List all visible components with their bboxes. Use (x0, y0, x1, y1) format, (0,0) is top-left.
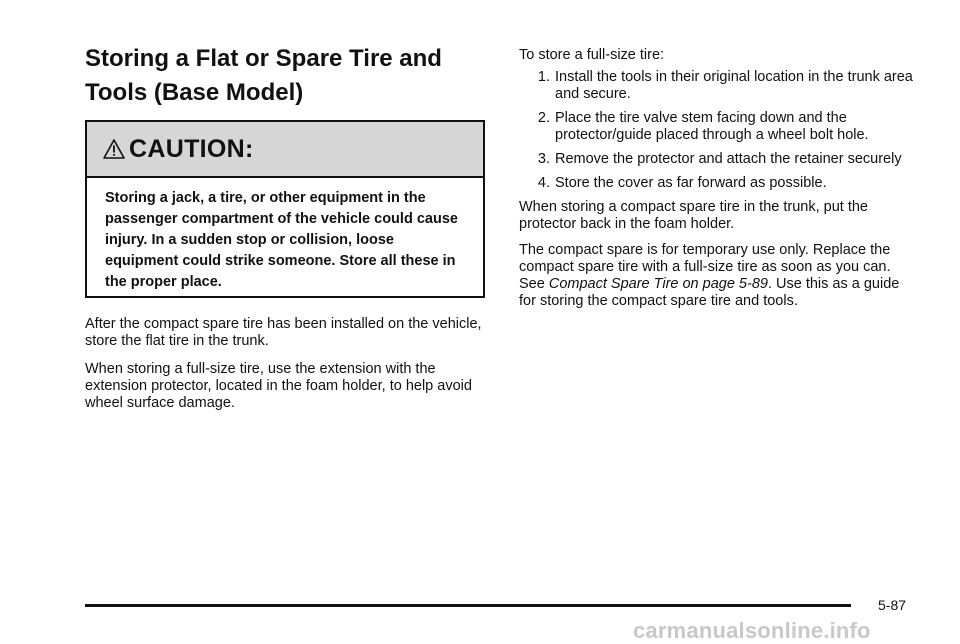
left-column (85, 316, 485, 423)
paragraph (519, 242, 919, 310)
cross-reference-link[interactable]: Compact Spare Tire on page 5-89 (548, 276, 768, 292)
step-text: Store the cover as far forward as possible. (555, 175, 827, 191)
paragraph: After the compact spare tire has been installed on the vehicle, store the flat tire in the trunk. (85, 316, 482, 349)
steps-intro: To store a full-size tire: (519, 47, 665, 63)
step-number: 3. (537, 151, 550, 167)
step-number: 1. (537, 69, 550, 85)
caution-text: Storing a jack, a tire, or other equipment in the passenger compartment of the vehicle could cause injury. In a sudden stop or collision, loose equipment could strike someone. Store all these in the proper place. (105, 190, 458, 290)
list-item (519, 69, 919, 103)
paragraph: When storing a full-size tire, use the extension with the extension protector, located in the foam holder, to help avoid wheel surface damage. (85, 361, 472, 411)
step-number: 4. (537, 175, 550, 191)
list-item (519, 110, 919, 144)
caution-header (87, 122, 483, 178)
warning-triangle-icon (103, 138, 125, 160)
list-item (519, 151, 919, 168)
list-item (519, 175, 919, 192)
paragraph-text: . Use this as a guide for storing the compact spare tire and tools. (519, 276, 900, 309)
footer-rule (85, 604, 851, 607)
step-text: Install the tools in their original location in the trunk area and secure. (555, 69, 913, 102)
step-text: Place the tire valve stem facing down and the protector/guide placed through a wheel bolt hole. (555, 110, 869, 143)
caution-title: CAUTION: (129, 134, 254, 163)
steps-list (519, 69, 919, 192)
step-text: Remove the protector and attach the retainer securely (555, 151, 902, 167)
watermark: carmanualsonline.info (633, 618, 871, 643)
right-column (519, 47, 919, 319)
caution-box (85, 120, 485, 298)
section-heading: Storing a Flat or Spare Tire and Tools (Base Model) (85, 45, 442, 106)
step-number: 2. (537, 110, 550, 126)
paragraph-text: The compact spare is for temporary use only. Replace the compact spare tire with a full-size tire as soon as you can. See (519, 242, 891, 292)
paragraph: When storing a compact spare tire in the trunk, put the protector back in the foam holder. (519, 199, 868, 232)
page-number: 5-87 (878, 597, 907, 613)
